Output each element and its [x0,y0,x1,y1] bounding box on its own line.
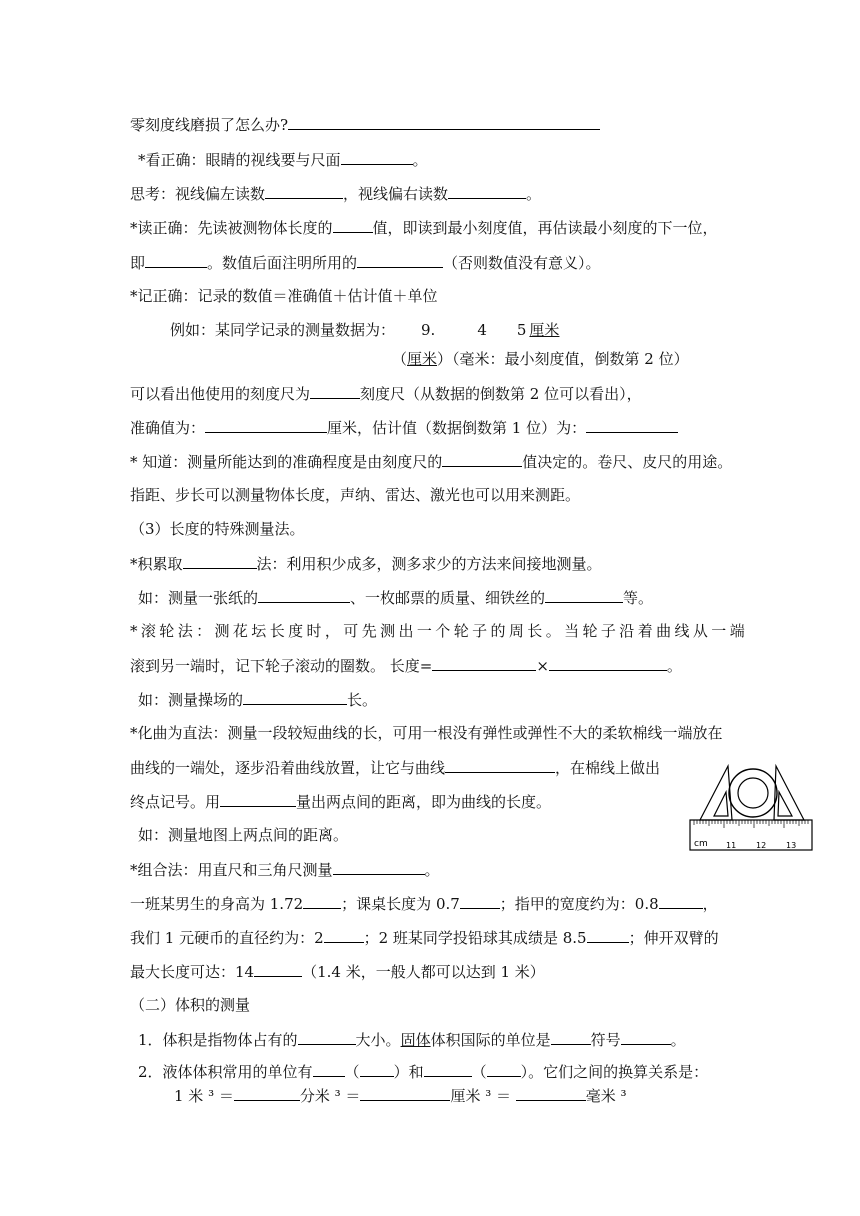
line-read-correct [130,217,718,238]
text: （二）体积的测量 [130,996,251,1014]
blank [145,252,207,268]
text: ；伸开双臂的 [628,929,719,947]
line-units-3 [130,961,545,982]
text: 可以看出他使用的刻度尺为 [130,385,311,403]
text: × [536,657,549,675]
text: ）（毫米：最小刻度值，倒数第 2 位） [437,350,689,368]
section-special-methods [130,519,305,539]
blank [516,1085,586,1101]
line-zero-mark [130,114,600,135]
blank [313,1061,345,1077]
blank [265,183,343,199]
line-look-correct [138,149,428,170]
text: 分米 ³ ＝ [299,1087,361,1105]
blank [357,252,443,268]
text: （1.4 米，一般人都可以达到 1 米） [302,963,545,981]
text: ；指甲的宽度约为：0.8 [499,895,659,913]
text: 如：测量操场的 [138,691,244,709]
blank [303,893,341,909]
blank [545,587,623,603]
text: ，在棉线上做出 [555,759,661,777]
text: 思考：视线偏左读数 [130,185,266,203]
text: 长。 [347,691,378,709]
line-know [130,451,732,472]
left-triangle [700,766,732,820]
text: 2．液体体积常用的单位有 [138,1063,313,1081]
line-curve-example [138,825,348,845]
line-curve-straight [130,723,723,743]
text: *看正确：眼睛的视线要与尺面 [138,151,341,169]
line-ruler-type [130,383,642,404]
text: *滚轮法：测花坛长度时，可先测出一个轮子的周长。当轮子沿着曲线从一端 [130,622,749,640]
blank [324,927,364,943]
text: 。 [526,185,542,203]
text: 。数值后面注明所用的 [207,254,358,272]
blank [460,893,500,909]
line-think [130,183,541,204]
text: 终点记号。用 [130,793,221,811]
text: 、一枚邮票的质量、细铁丝的 [350,589,546,607]
line-volume-2 [138,1061,708,1082]
blank [424,1061,472,1077]
text: 零刻度线磨损了怎么办? [130,116,289,134]
line-accurate-value [130,417,678,438]
text: 1．体积是指物体占有的 [138,1031,298,1049]
blank [234,1085,300,1101]
text: 9. [421,321,436,339]
text: 体积国际的单位是 [430,1031,551,1049]
text: 指距、步长可以测量物体长度，声纳、雷达、激光也可以用来测距。 [130,486,581,504]
ruler-tick-label: 11 [726,841,737,850]
line-combination [130,859,440,880]
blank [258,587,350,603]
blank [551,1029,591,1045]
text: （ [392,350,408,368]
blank [586,417,678,433]
blank [333,859,425,875]
blank [448,183,526,199]
line-example [170,320,559,340]
text: ）和 [393,1063,424,1081]
blank [442,451,522,467]
ruler-triangles-coin-figure [688,762,816,854]
text: 。 [670,1031,686,1049]
blank [183,553,257,569]
line-volume-conversion [174,1085,627,1106]
blank [243,689,347,705]
text: 刻度尺（从数据的倒数第 2 位可以看出）， [360,385,642,403]
line-units-2 [130,927,719,948]
text: ）。它们之间的换算关系是： [520,1063,709,1081]
text: （ [344,1063,360,1081]
blank [549,655,667,671]
text: 即 [130,254,146,272]
section-volume [130,995,250,1015]
text: （3）长度的特殊测量法。 [130,520,305,538]
line-roll-wheel [130,621,748,641]
ruler-unit-label: cm [694,839,708,849]
line-distance [130,485,580,505]
text: 符号 [590,1031,621,1049]
text: 我们 1 元硬币的直径约为：2 [130,929,324,947]
text: ， [702,895,718,913]
text: *读正确：先读被测物体长度的 [130,219,333,237]
text: 如：测量地图上两点间的距离。 [138,826,349,844]
ruler [690,820,812,850]
blank [333,217,373,233]
text: *化曲为直法：测量一段较短曲线的长，可用一根没有弹性或弹性不大的柔软棉线一端放在 [130,724,723,742]
line-volume-1 [138,1029,686,1050]
text: 大小。 [355,1031,401,1049]
text: 毫米 ³ [585,1087,627,1105]
text: （否则数值没有意义）。 [443,254,601,272]
blank [587,927,629,943]
text: 。 [666,657,682,675]
text: 。 [412,151,428,169]
text: 准确值为： [130,419,206,437]
ruler-tick-label: 13 [786,841,797,850]
line-accumulate-example [138,587,653,608]
text: 最大长度可达：14 [130,963,255,981]
blank [360,1085,450,1101]
blank [254,961,302,977]
right-triangle [774,766,804,820]
text: 如：测量一张纸的 [138,589,259,607]
line-record-correct [130,286,438,306]
blank [445,757,555,773]
line-curve-straight-3 [130,791,551,812]
line-accumulate [130,553,602,574]
text: 值决定的。卷尺、皮尺的用途。 [522,453,733,471]
text: 厘米，估计值（数据倒数第 1 位）为： [327,419,587,437]
line-roll-wheel-2 [130,655,682,676]
blank [310,383,360,399]
line-roll-example [138,689,377,710]
text: ；课桌长度为 0.7 [341,895,460,913]
text: ，视线偏右读数 [343,185,449,203]
blank [360,1061,394,1077]
blank [205,417,327,433]
text: 固体 [400,1031,431,1049]
text: 法：利用积少成多，测多求少的方法来间接地测量。 [256,555,602,573]
text: 曲线的一端处，逐步沿着曲线放置，让它与曲线 [130,759,446,777]
text: 量出两点间的距离，即为曲线的长度。 [296,793,552,811]
text: 厘米 [407,350,438,368]
text: 滚到另一端时，记下轮子滚动的圈数。 长度= [130,657,433,675]
ruler-tick-label: 12 [756,841,767,850]
blank [341,149,413,165]
text: 4 [477,321,487,339]
blank [487,1061,521,1077]
text: 一班某男生的身高为 1.72 [130,895,304,913]
text: 1 米 ³ ＝ [174,1087,234,1105]
text: *记正确：记录的数值＝准确值＋估计值＋单位 [130,287,438,305]
text: * 知道：测量所能达到的准确程度是由刻度尺的 [130,453,443,471]
text: ；2 班某同学投铅球其成绩是 8.5 [363,929,587,947]
blank [621,1029,671,1045]
text: *组合法：用直尺和三角尺测量 [130,861,333,879]
text: 例如：某同学记录的测量数据为： [170,321,396,339]
line-curve-straight-2 [130,757,660,778]
line-example-note [392,349,689,369]
text: 5 [516,321,527,339]
text: 等。 [623,589,654,607]
line-read-correct-2 [130,252,601,273]
blank [659,893,703,909]
text: 厘米 [529,321,560,339]
text: *积累取 [130,555,183,573]
text: 。 [424,861,440,879]
blank [288,114,600,130]
text: （ [471,1063,487,1081]
blank [432,655,536,671]
blank [220,791,296,807]
text: 值，即读到最小刻度值，再估读最小刻度的下一位， [372,219,718,237]
blank [298,1029,356,1045]
line-units-1 [130,893,718,914]
coin-icon [729,769,777,817]
text: 厘米 ³ ＝ [450,1087,516,1105]
